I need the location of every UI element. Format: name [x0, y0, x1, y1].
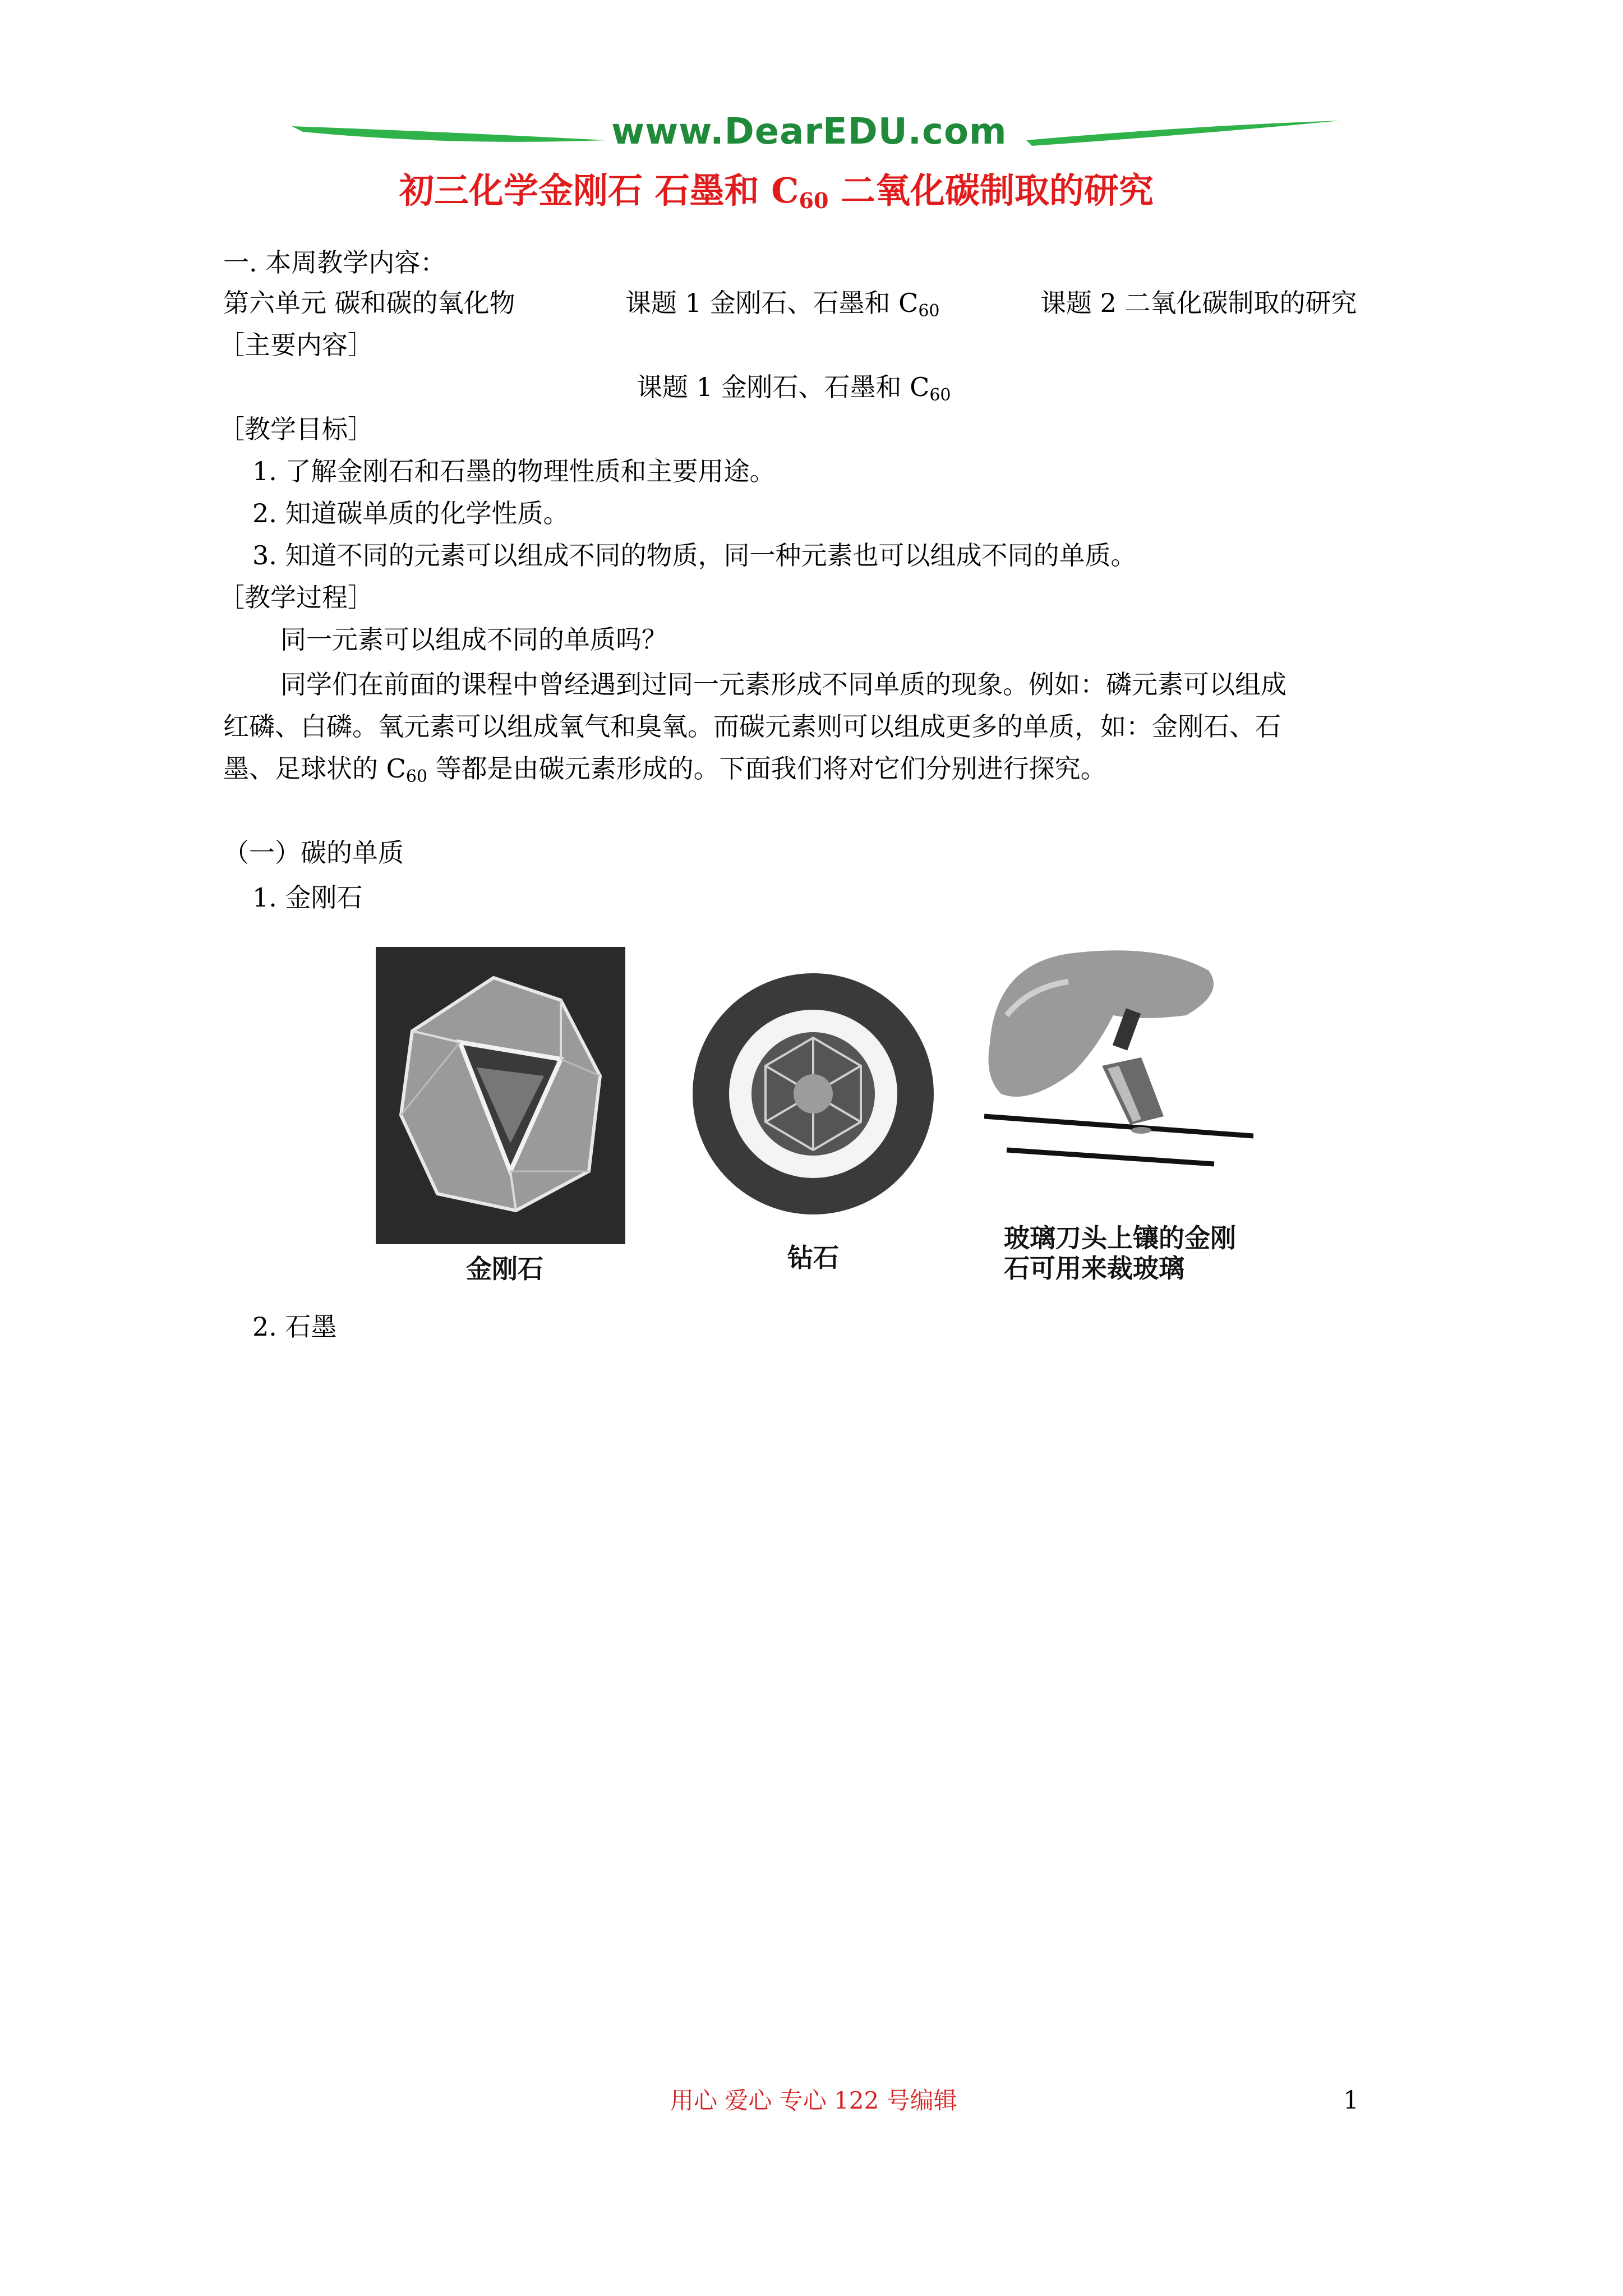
list-item-graphite: 2. 石墨 — [252, 1312, 337, 1342]
process-label: ［教学过程］ — [219, 582, 374, 613]
unit-label: 第六单元 碳和碳的氧化物 — [223, 288, 515, 318]
goal-item: 3. 知道不同的元素可以组成不同的物质，同一种元素也可以组成不同的单质。 — [252, 540, 1137, 570]
question-text: 同一元素可以组成不同的单质吗？ — [280, 624, 667, 655]
goals-label: ［教学目标］ — [219, 414, 374, 444]
caption-glass-cutter — [1004, 1223, 1273, 1283]
unit-line — [223, 286, 515, 320]
page-title — [399, 168, 1154, 213]
rough-diamond-image — [376, 947, 625, 1244]
paragraph-line: 墨、足球状的 $C_{60}$ 等都是由碳元素形成的。下面我们将对它们分别进行探究。 — [223, 753, 1106, 786]
paragraph-line: 同学们在前面的课程中曾经遇到过同一元素形成不同单质的现象。例如：磷元素可以组成 — [280, 669, 1287, 700]
unit-topic2: 课题 2 二氧化碳制取的研究 — [1040, 288, 1357, 318]
title-subscript: 60 — [799, 188, 829, 213]
banner-swoosh-left — [292, 115, 606, 160]
banner-swoosh-right — [1026, 112, 1340, 157]
page-number: 1 — [1343, 2086, 1359, 2115]
unit-topic1: 课题 1 金刚石、石墨和 $C_{60}$ — [625, 288, 940, 321]
main-content-label: ［主要内容］ — [219, 330, 374, 360]
section-heading: 一. 本周教学内容： — [223, 247, 446, 278]
caption-gem: 钻石 — [787, 1243, 839, 1273]
list-item-diamond: 1. 金刚石 — [252, 882, 363, 913]
goal-item: 1. 了解金刚石和石墨的物理性质和主要用途。 — [252, 456, 776, 486]
title-main: 初三化学金刚石 石墨和 C — [399, 170, 799, 211]
site-logo-text[interactable]: www.DearEDU.com — [611, 111, 1007, 153]
goal-item: 2. 知道碳单质的化学性质。 — [252, 498, 569, 528]
caption-diamond: 金刚石 — [466, 1254, 543, 1284]
caption-glass-cutter-line2: 石可用来裁玻璃 — [1004, 1253, 1184, 1283]
cut-gem-image — [690, 965, 937, 1223]
title-tail: 二氧化碳制取的研究 — [828, 170, 1154, 211]
paragraph-line: 红磷、白磷。氧元素可以组成氧气和臭氧。而碳元素则可以组成更多的单质，如：金刚石、石 — [223, 711, 1281, 742]
figure-carbon-allotropes — [376, 931, 1273, 1290]
caption-glass-cutter-line1: 玻璃刀头上镶的金刚 — [1004, 1223, 1236, 1253]
topic-heading: 课题 1 金刚石、石墨和 $C_{60}$ — [637, 372, 951, 405]
glass-cutter-image — [973, 931, 1253, 1195]
header-banner — [292, 107, 1340, 168]
footer-text: 用心 爱心 专心 122 号编辑 — [670, 2087, 957, 2114]
subsection-heading: （一）碳的单质 — [223, 838, 404, 868]
